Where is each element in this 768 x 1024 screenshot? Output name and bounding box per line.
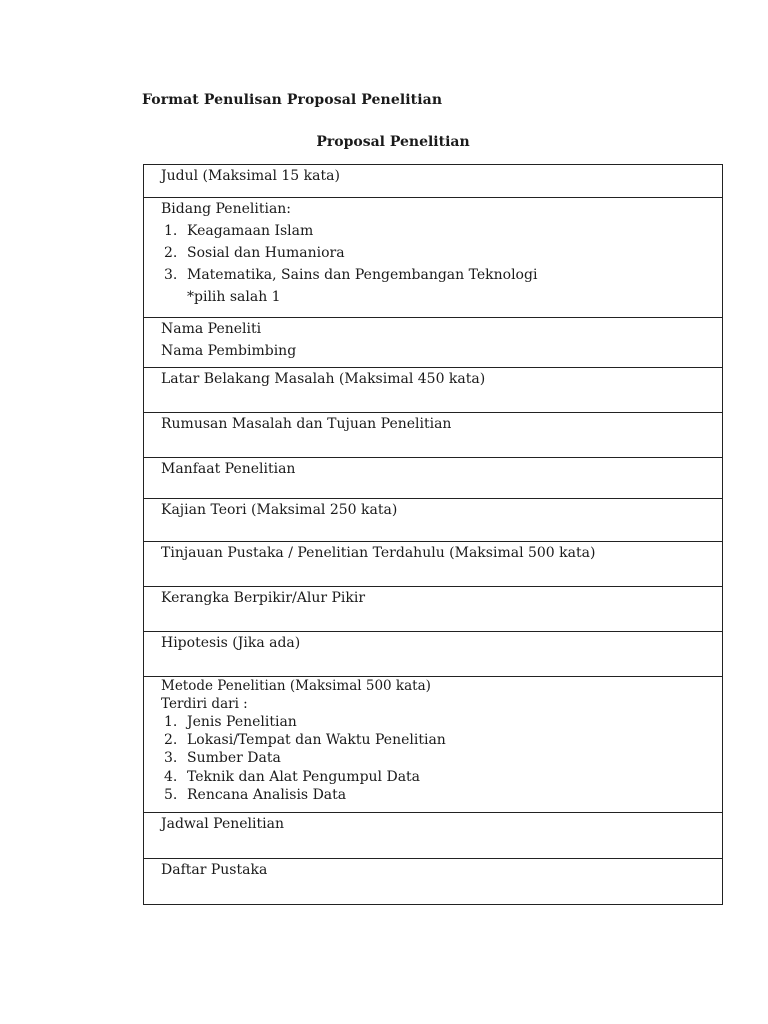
row-hipotesis [144,632,723,677]
list-item: 1. Jenis Penelitian [164,714,297,730]
list-item: 3. Matematika, Sains dan Pengembangan Teknologi [164,267,538,283]
row-kajian [144,499,723,542]
label-daftar-pustaka: Daftar Pustaka [161,862,268,878]
proposal-form-table [143,164,723,905]
row-tinjauan [144,542,723,587]
row-jadwal [144,813,723,859]
cell-metode [144,677,723,813]
row-daftar-pustaka [144,859,723,905]
row-judul [144,165,723,198]
cell-hipotesis [144,632,723,677]
row-rumusan [144,413,723,458]
document-heading: Format Penulisan Proposal Penelitian [142,92,443,108]
label-metode: Metode Penelitian (Maksimal 500 kata) [161,678,431,694]
row-latar-belakang [144,368,723,413]
list-item: 2. Lokasi/Tempat dan Waktu Penelitian [164,732,446,749]
label-latar-belakang: Latar Belakang Masalah (Maksimal 450 kata) [161,371,486,387]
row-manfaat [144,458,723,499]
label-jadwal: Jadwal Penelitian [161,816,284,832]
list-item: 3. Sumber Data [164,750,281,767]
cell-jadwal [144,813,723,859]
label-manfaat: Manfaat Penelitian [161,461,296,477]
row-nama [144,318,723,368]
label-metode-sub: Terdiri dari : [161,696,248,712]
row-bidang [144,198,723,318]
cell-rumusan [144,413,723,458]
row-metode [144,677,723,813]
label-rumusan: Rumusan Masalah dan Tujuan Penelitian [161,416,452,432]
cell-judul [144,165,723,198]
bidang-note: *pilih salah 1 [187,289,281,305]
label-kerangka: Kerangka Berpikir/Alur Pikir [161,590,366,606]
cell-bidang [144,198,723,318]
label-kajian: Kajian Teori (Maksimal 250 kata) [161,502,398,518]
label-bidang: Bidang Penelitian: [161,201,292,217]
metode-list [161,713,722,804]
label-nama-pembimbing: Nama Pembimbing [161,343,297,359]
row-kerangka [144,587,723,632]
cell-kajian [144,499,723,542]
cell-latar-belakang [144,368,723,413]
list-item: 1. Keagamaan Islam [164,223,314,239]
list-item: 2. Sosial dan Humaniora [164,245,345,261]
label-tinjauan: Tinjauan Pustaka / Penelitian Terdahulu (Maksimal 500 kata) [161,545,596,561]
form-title: Proposal Penelitian [316,134,470,150]
cell-tinjauan [144,542,723,587]
bidang-list [161,220,722,286]
cell-nama [144,318,723,368]
cell-daftar-pustaka [144,859,723,905]
cell-manfaat [144,458,723,499]
label-judul: Judul (Maksimal 15 kata) [161,168,340,184]
cell-kerangka [144,587,723,632]
label-hipotesis: Hipotesis (Jika ada) [161,635,301,651]
list-item: 5. Rencana Analisis Data [164,786,347,803]
label-nama-peneliti: Nama Peneliti [161,321,262,337]
list-item: 4. Teknik dan Alat Pengumpul Data [164,768,421,785]
